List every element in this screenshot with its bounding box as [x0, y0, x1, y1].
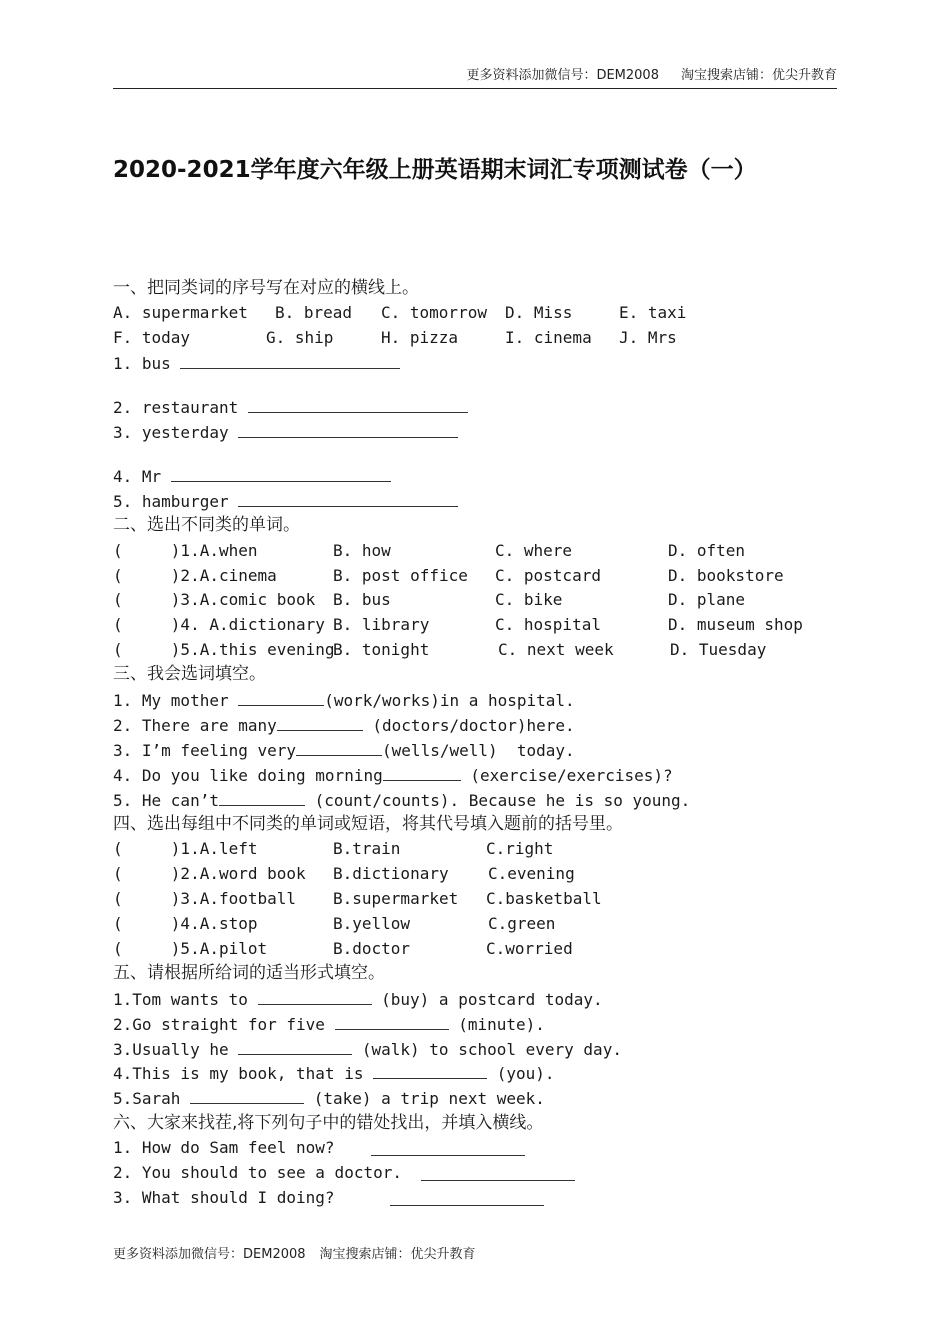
s2-row: ( )2.A.cinema B. post office C. postcard D. bookstore: [113, 566, 784, 585]
option: H. pizza: [381, 328, 459, 347]
s1-item: 4. Mr: [113, 464, 391, 488]
answer-blank[interactable]: [335, 1012, 449, 1030]
section1-heading: 一、把同类词的序号写在对应的横线上。: [113, 278, 419, 298]
answer-blank[interactable]: [219, 788, 305, 806]
s6-item: 1. How do Sam feel now?: [113, 1136, 673, 1160]
option: I. cinema: [505, 328, 592, 347]
s2-row: ( )5.A.this evening B. tonight C. next week D. Tuesday: [113, 640, 767, 659]
answer-blank[interactable]: [277, 713, 363, 731]
answer-blank[interactable]: [190, 1086, 304, 1104]
answer-blank[interactable]: [238, 489, 458, 507]
s5-item: 1.Tom wants to (buy) a postcard today.: [113, 987, 603, 1011]
options-row1: [113, 301, 813, 325]
answer-blank[interactable]: [390, 1188, 544, 1206]
s4-row: ( )2.A.word book B.dictionary C.evening: [113, 864, 575, 883]
section5-heading: 五、请根据所给词的适当形式填空。: [113, 963, 385, 983]
answer-blank[interactable]: [238, 688, 324, 706]
s5-item: 2.Go straight for five (minute).: [113, 1012, 545, 1036]
answer-blank[interactable]: [371, 1138, 525, 1156]
s2-row: ( )3.A.comic book B. bus C. bike D. plane: [113, 590, 746, 609]
header-taobao: 淘宝搜索店铺：优尖升教育: [680, 68, 837, 83]
s3-item: 5. He can’t (count/counts). Because he is so young.: [113, 788, 690, 812]
page-footer: [113, 1245, 490, 1265]
s3-item: 4. Do you like doing morning (exercise/exercises)?: [113, 763, 673, 787]
option: E. taxi: [619, 303, 687, 322]
answer-blank[interactable]: [373, 1061, 487, 1079]
s3-item: 1. My mother (work/works)in a hospital.: [113, 688, 575, 712]
answer-blank[interactable]: [238, 420, 458, 438]
s5-item: 5.Sarah (take) a trip next week.: [113, 1086, 545, 1110]
option: J. Mrs: [619, 328, 677, 347]
answer-blank[interactable]: [258, 987, 372, 1005]
s1-item: 3. yesterday: [113, 420, 458, 444]
option: C. tomorrow: [381, 303, 487, 322]
s5-item: 3.Usually he (walk) to school every day.: [113, 1037, 622, 1061]
section3-heading: 三、我会选词填空。: [113, 664, 266, 684]
answer-blank[interactable]: [180, 351, 400, 369]
s2-row: ( )1.A.when B. how C. where D. often: [113, 541, 746, 560]
s4-row: ( )3.A.football B.supermarket C.basketball: [113, 889, 602, 908]
answer-blank[interactable]: [296, 738, 382, 756]
option: F. today: [113, 328, 191, 347]
answer-blank[interactable]: [238, 1037, 352, 1055]
s2-row: ( )4. A.dictionary B. library C. hospital D. museum shop: [113, 615, 803, 634]
section2-heading: 二、选出不同类的单词。: [113, 515, 300, 535]
s1-item: 2. restaurant: [113, 395, 468, 419]
header-wechat: 更多资料添加微信号：DEM2008: [466, 68, 659, 83]
option: B. bread: [275, 303, 353, 322]
s3-item: 2. There are many (doctors/doctor)here.: [113, 713, 575, 737]
option: G. ship: [266, 328, 334, 347]
option: D. Miss: [505, 303, 573, 322]
section6-heading: 六、大家来找茬,将下列句子中的错处找出，并填入横线。: [113, 1113, 544, 1133]
option: A. supermarket: [113, 303, 248, 322]
s4-row: ( )5.A.pilot B.doctor C.worried: [113, 939, 573, 958]
answer-blank[interactable]: [383, 763, 461, 781]
page-header: [113, 66, 837, 89]
page-title: 2020-2021学年度六年级上册英语期末词汇专项测试卷（一）: [113, 157, 757, 183]
s6-item: 2. You should to see a doctor.: [113, 1161, 673, 1185]
answer-blank[interactable]: [171, 464, 391, 482]
s1-item: 1. bus: [113, 351, 400, 375]
s1-item: 5. hamburger: [113, 489, 458, 513]
options-row2: [113, 326, 813, 350]
footer-wechat: 更多资料添加微信号：DEM2008: [113, 1247, 306, 1262]
s6-item: 3. What should I doing?: [113, 1186, 673, 1210]
s5-item: 4.This is my book, that is (you).: [113, 1061, 555, 1085]
s3-item: 3. I’m feeling very (wells/well) today.: [113, 738, 575, 762]
answer-blank[interactable]: [421, 1163, 575, 1181]
s4-row: ( )1.A.left B.train C.right: [113, 839, 554, 858]
section4-heading: 四、选出每组中不同类的单词或短语，将其代号填入题前的括号里。: [113, 814, 623, 834]
footer-taobao: 淘宝搜索店铺：优尖升教育: [319, 1247, 476, 1262]
answer-blank[interactable]: [248, 395, 468, 413]
s4-row: ( )4.A.stop B.yellow C.green: [113, 914, 556, 933]
